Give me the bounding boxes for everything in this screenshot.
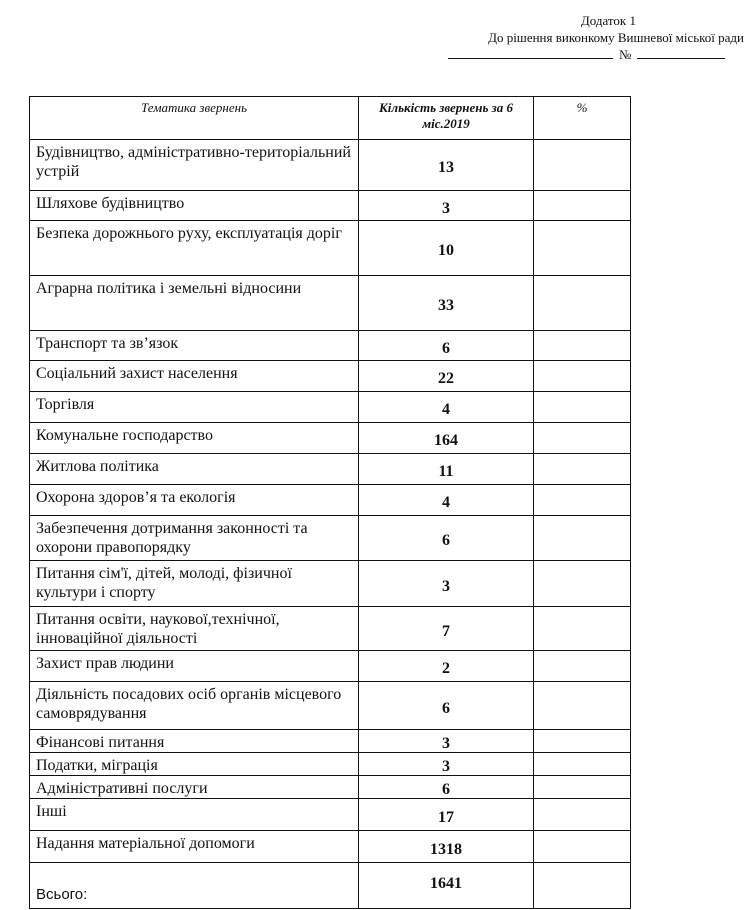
topic-cell: Питання сім'ї, дітей, молоді, фізичної культури і спорту: [30, 561, 359, 607]
total-label: Всього:: [30, 863, 359, 909]
count-cell: [359, 423, 534, 454]
count-value: 3: [442, 735, 450, 752]
percent-cell: [534, 485, 631, 516]
topic-cell: Шляхове будівництво: [30, 191, 359, 221]
topic-cell: Адміністративні послуги: [30, 776, 359, 799]
document-header: [444, 12, 744, 63]
table-row: [30, 607, 631, 651]
percent-cell: [534, 607, 631, 651]
table-row: [30, 331, 631, 361]
count-value: 17: [438, 808, 454, 826]
count-value: 7: [442, 622, 450, 640]
count-cell: [359, 140, 534, 191]
count-value: 3: [442, 199, 450, 217]
topic-cell: Податки, міграція: [30, 753, 359, 776]
total-count-cell: [359, 863, 534, 909]
appendix-label: Додаток 1: [580, 13, 636, 28]
topic-cell: Будівництво, адміністративно-територіальний устрій: [30, 140, 359, 191]
count-cell: [359, 485, 534, 516]
topic-cell: Надання матеріальної допомоги: [30, 831, 359, 863]
percent-cell: [534, 454, 631, 485]
percent-cell: [534, 776, 631, 799]
total-row: [30, 863, 631, 909]
topic-cell: Фінансові питання: [30, 730, 359, 753]
count-cell: [359, 651, 534, 682]
count-cell: [359, 361, 534, 392]
number-blank: [637, 58, 725, 59]
table-row: [30, 516, 631, 561]
percent-cell: [534, 140, 631, 191]
appeals-table: [29, 96, 631, 909]
count-cell: [359, 392, 534, 423]
table-header-row: [30, 97, 631, 140]
total-count-value: 1641: [430, 875, 462, 892]
table-row: [30, 753, 631, 776]
count-value: 33: [438, 297, 454, 314]
percent-cell: [534, 753, 631, 776]
count-cell: [359, 331, 534, 361]
table-row: [30, 831, 631, 863]
table-row: [30, 651, 631, 682]
count-value: 11: [438, 463, 454, 480]
percent-cell: [534, 221, 631, 276]
number-sign: №: [619, 47, 632, 62]
percent-cell: [534, 191, 631, 221]
topic-cell: Житлова політика: [30, 454, 359, 485]
count-value: 164: [434, 432, 458, 449]
count-cell: [359, 607, 534, 651]
count-cell: [359, 561, 534, 607]
percent-cell: [534, 730, 631, 753]
date-blank: [448, 58, 613, 59]
table-row: [30, 191, 631, 221]
count-value: 3: [442, 577, 450, 595]
count-value: 6: [442, 781, 450, 798]
count-cell: [359, 276, 534, 331]
count-value: 1318: [430, 840, 462, 858]
count-value: 4: [442, 401, 450, 418]
signature-line: [444, 46, 744, 63]
table-row: [30, 140, 631, 191]
table-row: [30, 423, 631, 454]
table-row: [30, 454, 631, 485]
column-header-count: Кількість звернень за 6 міс.2019: [359, 97, 534, 140]
percent-cell: [534, 516, 631, 561]
count-cell: [359, 221, 534, 276]
table-row: [30, 361, 631, 392]
percent-cell: [534, 863, 631, 909]
topic-cell: Комунальне господарство: [30, 423, 359, 454]
topic-cell: Діяльність посадових осіб органів місцевого самоврядування: [30, 682, 359, 730]
topic-cell: Охорона здоров’я та екологія: [30, 485, 359, 516]
topic-cell: Аграрна політика і земельні відносини: [30, 276, 359, 331]
percent-cell: [534, 831, 631, 863]
count-value: 6: [442, 339, 450, 357]
topic-cell: Інші: [30, 799, 359, 831]
topic-cell: Питання освіти, наукової,технічної, інноваційної діяльності: [30, 607, 359, 651]
count-cell: [359, 776, 534, 799]
count-cell: [359, 831, 534, 863]
count-value: 3: [442, 758, 450, 775]
count-cell: [359, 682, 534, 730]
count-value: 2: [442, 660, 450, 677]
percent-cell: [534, 361, 631, 392]
topic-cell: Соціальний захист населення: [30, 361, 359, 392]
count-value: 6: [442, 532, 450, 549]
percent-cell: [534, 276, 631, 331]
percent-cell: [534, 651, 631, 682]
topic-cell: Забезпечення дотримання законності та охорони правопорядку: [30, 516, 359, 561]
percent-cell: [534, 392, 631, 423]
percent-cell: [534, 799, 631, 831]
count-value: 4: [442, 494, 450, 511]
table-row: [30, 485, 631, 516]
count-cell: [359, 730, 534, 753]
count-cell: [359, 454, 534, 485]
count-value: 10: [438, 242, 454, 259]
table-row: [30, 682, 631, 730]
topic-cell: Торгівля: [30, 392, 359, 423]
count-cell: [359, 516, 534, 561]
table-row: [30, 392, 631, 423]
decision-reference: До рішення виконкому Вишневої міської ради: [488, 30, 744, 45]
table-row: [30, 276, 631, 331]
count-cell: [359, 799, 534, 831]
table-row: [30, 776, 631, 799]
topic-cell: Захист прав людини: [30, 651, 359, 682]
count-cell: [359, 753, 534, 776]
column-header-topic: Тематика звернень: [30, 97, 359, 140]
count-value: 22: [438, 370, 454, 387]
table-row: [30, 799, 631, 831]
count-value: 6: [442, 699, 450, 717]
table-row: [30, 730, 631, 753]
percent-cell: [534, 561, 631, 607]
table-row: [30, 221, 631, 276]
percent-cell: [534, 682, 631, 730]
topic-cell: Безпека дорожнього руху, експлуатація доріг: [30, 221, 359, 276]
count-cell: [359, 191, 534, 221]
count-value: 13: [438, 159, 454, 176]
table-row: [30, 561, 631, 607]
topic-cell: Транспорт та зв’язок: [30, 331, 359, 361]
percent-cell: [534, 331, 631, 361]
percent-cell: [534, 423, 631, 454]
column-header-percent: %: [534, 97, 631, 140]
